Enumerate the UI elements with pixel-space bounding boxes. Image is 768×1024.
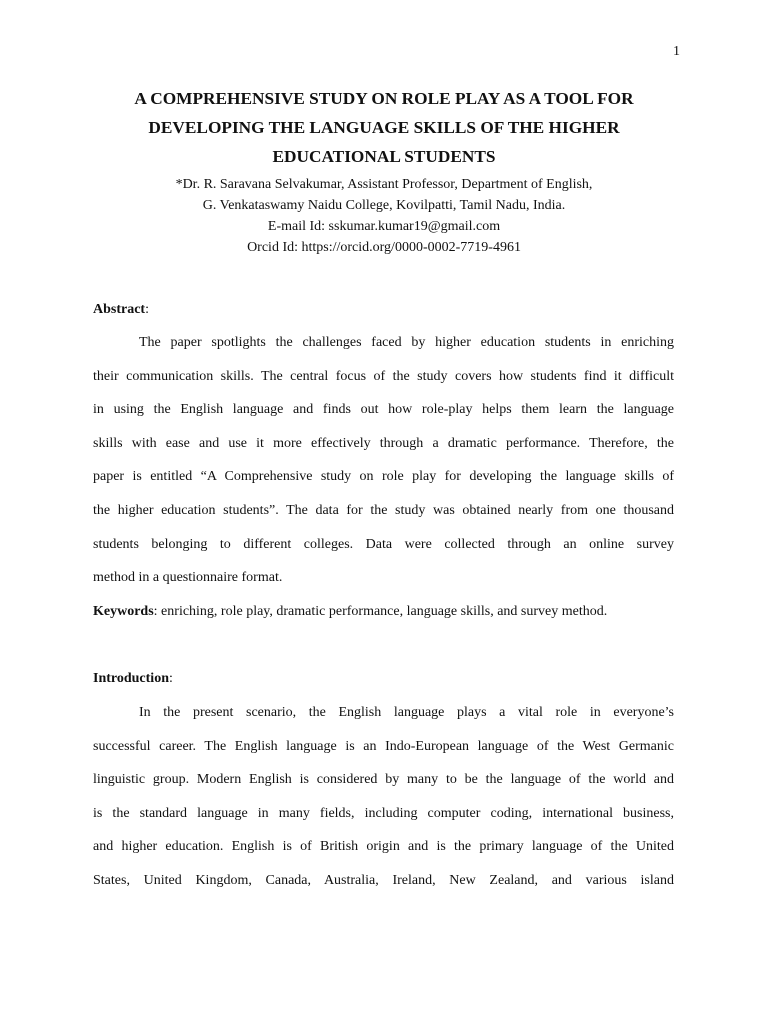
abstract-line: The paper spotlights the challenges faced by higher education students in enriching [139,335,674,350]
author-orcid: Orcid Id: https://orcid.org/0000-0002-7719-4961 [247,240,521,255]
introduction-body [93,703,674,905]
abstract-heading-colon: : [145,302,149,317]
abstract-line: in using the English language and finds out how role-play helps them learn the language [93,402,674,418]
introduction-line: and higher education. English is of British origin and is the primary language of the United [93,839,674,855]
abstract-body [93,333,674,602]
introduction-line: In the present scenario, the English language plays a vital role in everyone’s [139,705,674,720]
introduction-line: States, United Kingdom, Canada, Australia, Ireland, New Zealand, and various island [93,872,674,888]
keywords-text: : enriching, role play, dramatic performance, language skills, and survey method. [153,604,608,619]
author-info [80,174,688,258]
author-email: E-mail Id: sskumar.kumar19@gmail.com [267,219,501,234]
author-affiliation-line: G. Venkataswamy Naidu College, Kovilpatti, Tamil Nadu, India. [202,198,566,213]
title-line: A COMPREHENSIVE STUDY ON ROLE PLAY AS A TOOL FOR [134,89,634,108]
keywords-label: Keywords [93,604,154,619]
paper-title [80,84,688,171]
introduction-line: is the standard language in many fields, including computer coding, international business, [93,805,674,821]
title-line: DEVELOPING THE LANGUAGE SKILLS OF THE HIGHER [148,118,620,137]
abstract-heading [93,300,149,320]
abstract-line: skills with ease and use it more effectively through a dramatic performance. Therefore, the [93,435,674,451]
keywords [93,602,607,622]
introduction-line: linguistic group. Modern English is considered by many to be the language of the world and [93,772,674,788]
abstract-line: students belonging to different colleges. Data were collected through an online survey [93,536,674,552]
abstract-heading-label: Abstract [93,302,146,317]
introduction-heading-colon: : [168,671,173,686]
title-line: EDUCATIONAL STUDENTS [272,147,496,166]
abstract-line: their communication skills. The central focus of the study covers how students find it difficult [93,368,674,384]
author-affiliation-line: *Dr. R. Saravana Selvakumar, Assistant Professor, Department of English, [175,177,593,192]
abstract-line: paper is entitled “A Comprehensive study on role play for developing the language skills of [93,469,674,485]
introduction-heading-label: Introduction [93,671,169,686]
page-number: 1 [673,44,680,59]
abstract-line: method in a questionnaire format. [93,570,283,586]
introduction-heading [93,669,173,689]
introduction-line: successful career. The English language is an Indo-European language of the West Germanic [93,738,674,754]
abstract-line: the higher education students”. The data for the study was obtained nearly from one thousand [93,502,674,518]
